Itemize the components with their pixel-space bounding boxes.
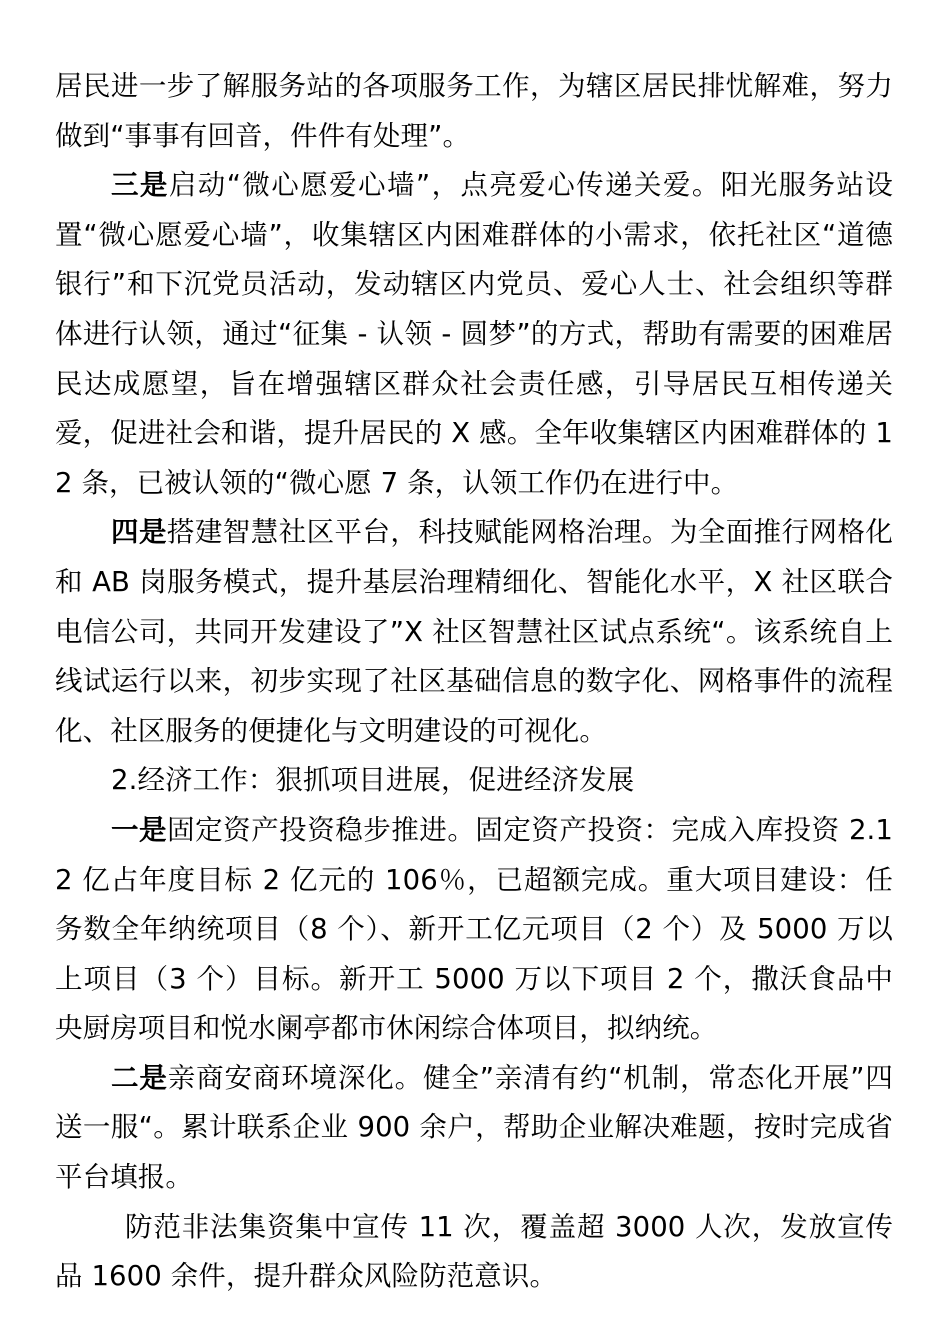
paragraph-illegal-fundraising-prevention	[55, 1203, 893, 1302]
paragraph-item-two	[55, 1054, 893, 1203]
paragraph-text: 启动“微心愿爱心墙”，点亮爱心传递关爱。阳光服务站设置“微心愿爱心墙”，收集辖区内困难群体的小需求，依托社区“道德银行”和下沉党员活动，发动辖区内党员、爱心人士、社会组织等群体进行认领，通过“征集 - 认领 - 圆梦”的方式，帮助有需要的困难居民达成愿望，旨在增强辖区群众社会责任感，引导居民互相传递关爱，促进社会和谐，提升居民的 X 感。全年收集辖区内困难群体的 12 条，已被认领的“微心愿 7 条，认领工作仍在进行中。	[55, 169, 894, 499]
bold-lead-er-shi: 二是	[111, 1061, 168, 1094]
bold-lead-yi-shi: 一是	[111, 813, 168, 846]
paragraph-item-four	[55, 508, 893, 756]
bold-lead-si-shi: 四是	[111, 516, 167, 549]
paragraph-text: 搭建智慧社区平台，科技赋能网格治理。为全面推行网格化和 AB 岗服务模式，提升基层治理精细化、智能化水平，X 社区联合电信公司，共同开发建设了”X 社区智慧社区试点系统“。该系统自上线试运行以来，初步实现了社区基础信息的数字化、网格事件的流程化、社区服务的便捷化与文明建设的可视化。	[55, 516, 893, 747]
paragraph-text: 亲商安商环境深化。健全”亲清有约“机制，常态化开展”四送一服“。累计联系企业 900 余户，帮助企业解决难题，按时完成省平台填报。	[55, 1061, 893, 1194]
paragraph-text: 固定资产投资稳步推进。固定资产投资：完成入库投资 2.12 亿占年度目标 2 亿元的 106％，已超额完成。重大项目建设：任务数全年纳统项目（8 个）、新开工亿元项目（2 个）及 5000 万以上项目（3 个）目标。新开工 5000 万以下项目 2 个，撒沃食品中央厨房项目和悦水阑亭都市休闲综合体项目，拟纳统。	[55, 813, 893, 1045]
paragraph-item-three	[55, 161, 893, 508]
paragraph-section-heading-economy	[55, 756, 893, 806]
paragraph-text: 居民进一步了解服务站的各项服务工作，为辖区居民排忧解难，努力做到“事事有回音，件件有处理”。	[55, 70, 893, 152]
paragraph-continuation-intro	[55, 62, 893, 161]
paragraph-text: 2.经济工作：狠抓项目进展，促进经济发展	[111, 764, 635, 797]
paragraph-item-one	[55, 806, 893, 1054]
paragraph-text: 防范非法集资集中宣传 11 次，覆盖超 3000 人次，发放宣传品 1600 余件，提升群众风险防范意识。	[55, 1210, 893, 1293]
bold-lead-san-shi: 三是	[111, 169, 169, 202]
document-body	[55, 62, 893, 1302]
